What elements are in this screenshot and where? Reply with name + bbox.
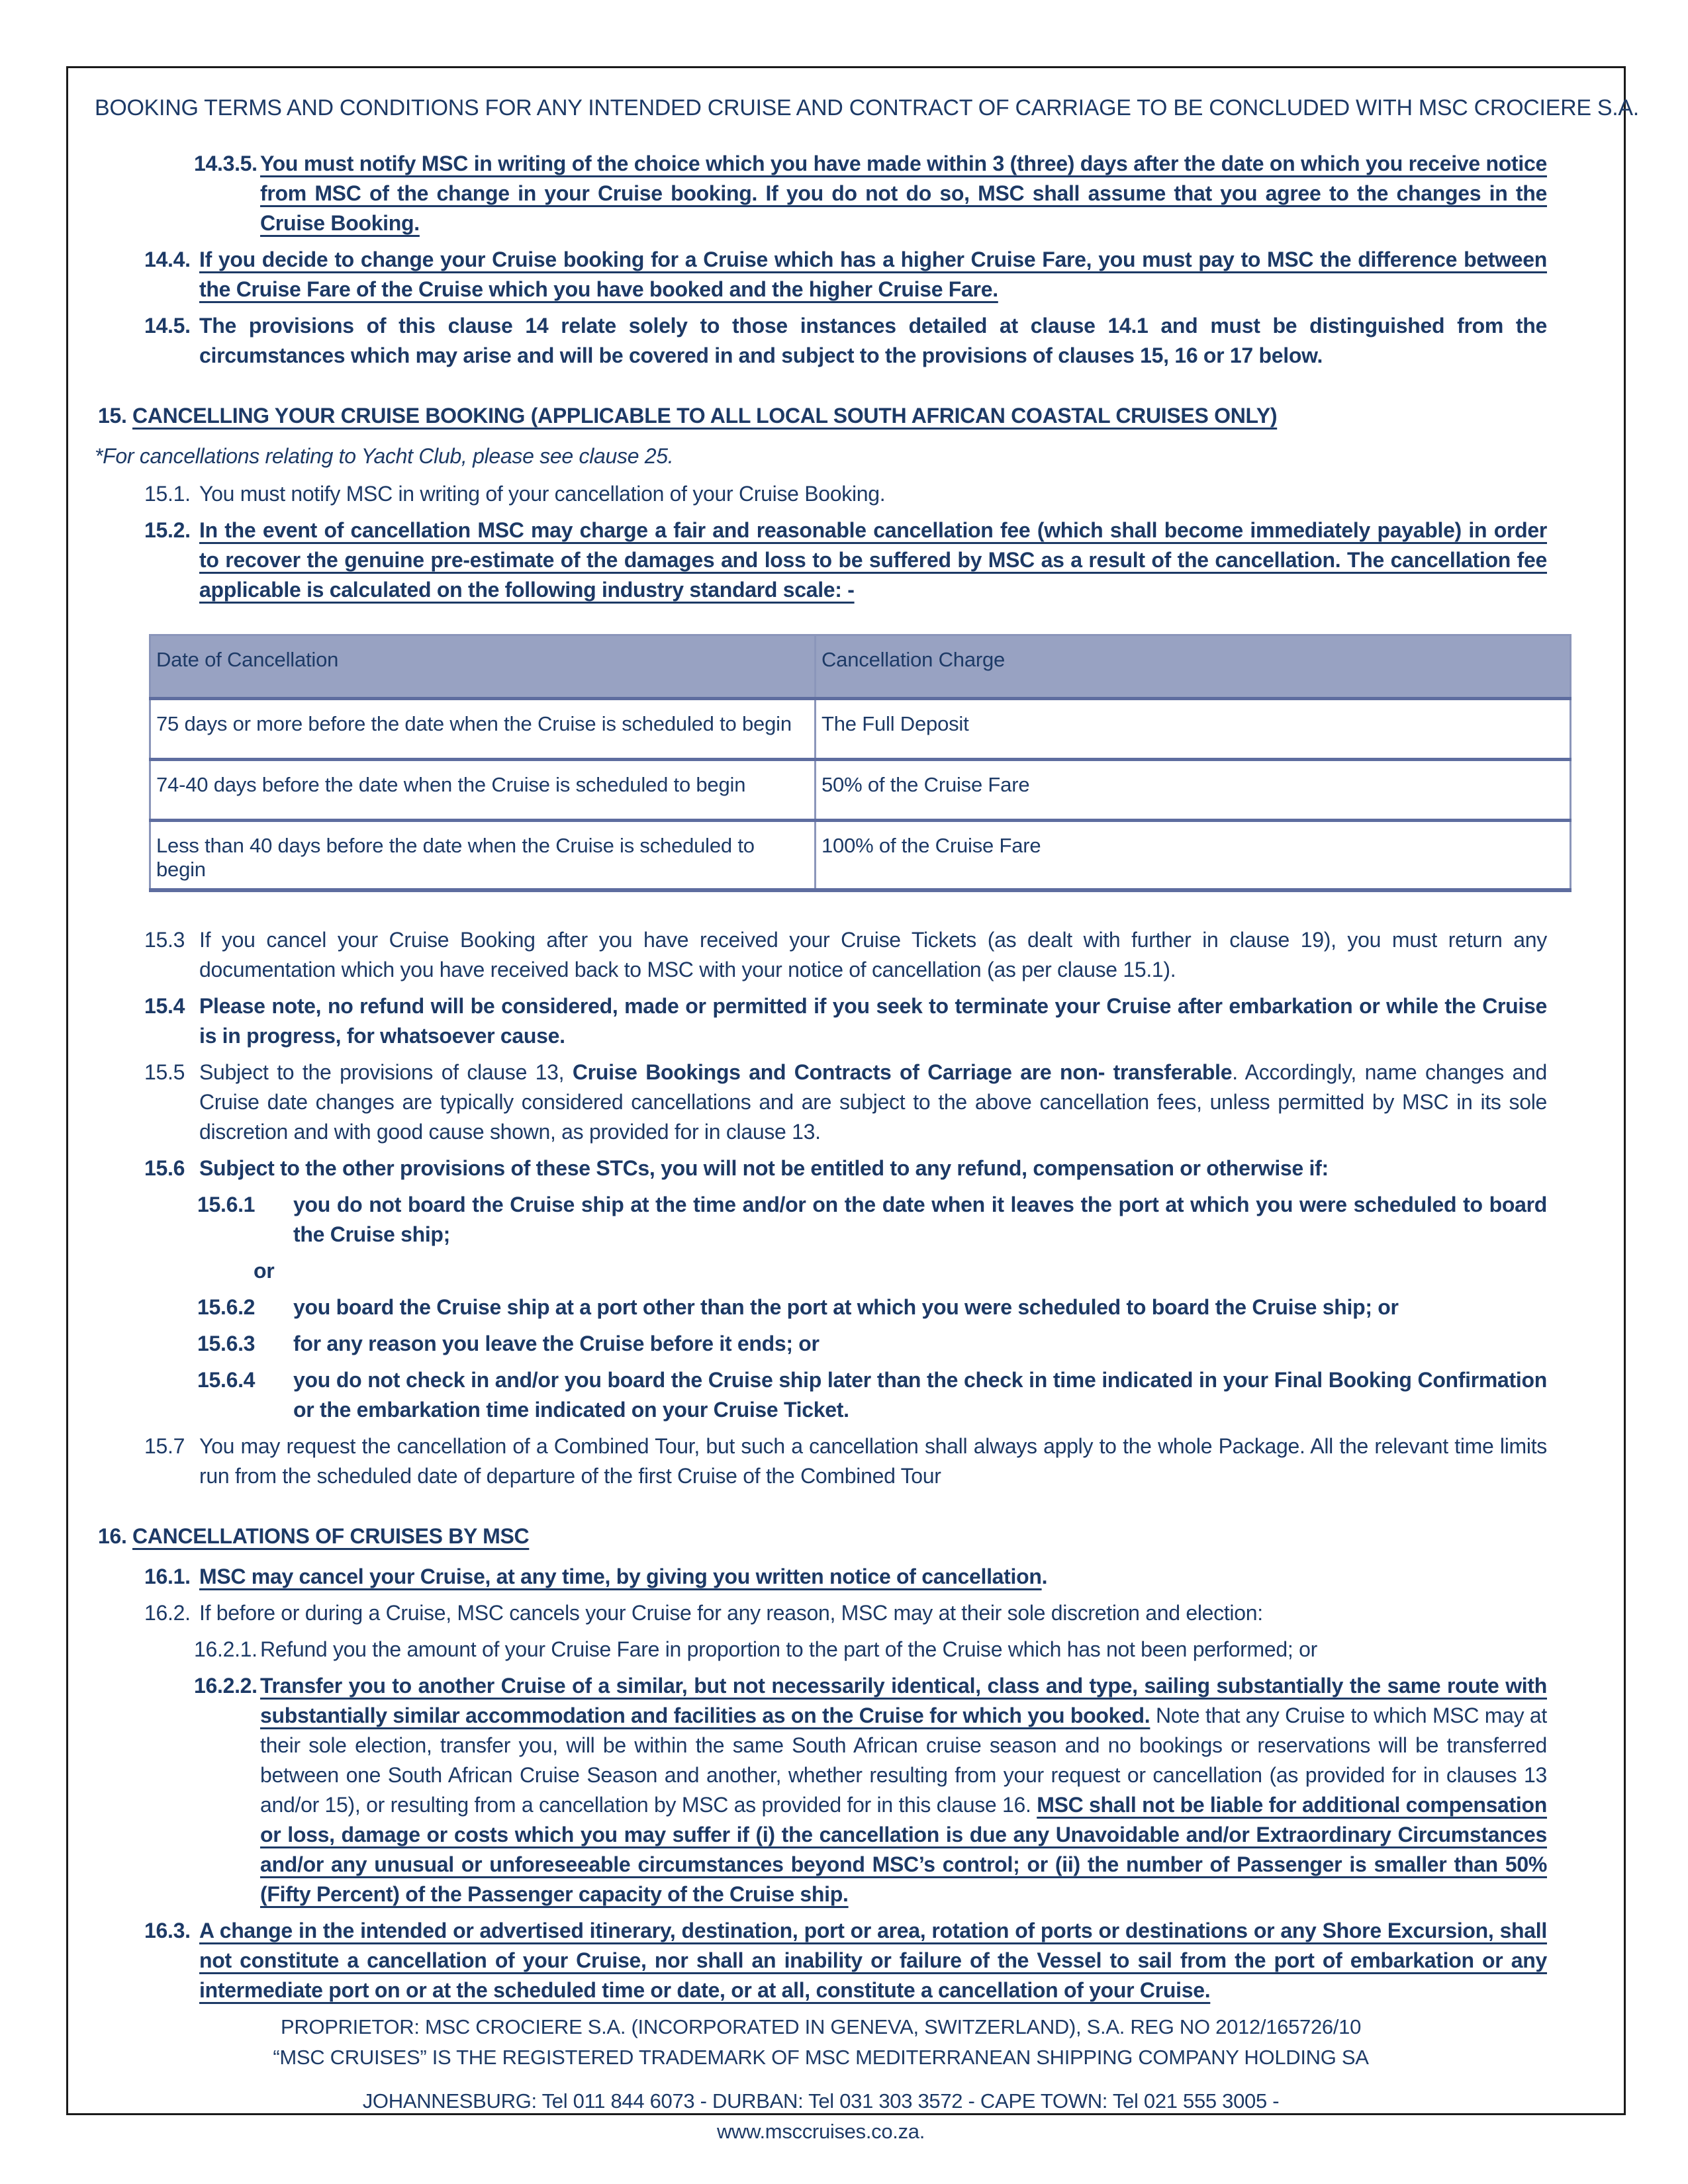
clause-text <box>254 1259 274 1283</box>
text-segment: A change in the intended or advertised itinerary, destination, port or area, rotation of ports or destinations or any Shore Excursion, shall not constitute a cancellation of your Cruise, nor shall an inability or failure of the Vessel to sail from the port of embarkation or any intermediate port on or at the scheduled time or date, or at all, constitute a cancellation of your Cruise. <box>199 1919 1547 2002</box>
table-cell: 74-40 days before the date when the Cruise is scheduled to begin <box>150 760 816 821</box>
clause-text <box>199 1434 1547 1488</box>
clause-text <box>260 1637 1317 1661</box>
clause-text <box>199 1156 1329 1180</box>
clause-text <box>199 928 1547 981</box>
clause-number: 15.6 <box>144 1156 185 1180</box>
yacht-club-note <box>95 441 1547 471</box>
clause-16.2.2 <box>95 1671 1547 1909</box>
table-cell: 50% of the Cruise Fare <box>816 760 1571 821</box>
table-row <box>150 699 1571 760</box>
clause-14.4 <box>95 245 1547 304</box>
text-segment: Please note, no refund will be considered, made or permitted if you seek to terminate your Cruise after embarkation or while the Cruise is in progress, for whatsoever cause. <box>199 994 1547 1048</box>
clause-number: 16.1. <box>144 1565 191 1588</box>
text-segment: or <box>254 1259 275 1283</box>
clause-text <box>199 482 885 506</box>
clause-number: 15.6.1 <box>197 1193 256 1216</box>
clause-number: 15.1. <box>144 482 191 506</box>
clause-15.6 <box>95 1154 1547 1183</box>
text-segment: . <box>1041 1565 1048 1588</box>
text-segment: MSC shall not be liable for additional compensation or loss, damage or costs which you may suffer if (i) the cancellation is due any Unavoidable and/or Extraordinary Circumstances and/or any unusual or unforeseeable circumstances beyond MSC’s control; or (ii) the number of Passenger is smaller than 50% (Fifty Percent) of the Passenger capacity of the Cruise ship. <box>260 1793 1547 1906</box>
clause-number: 16.2. <box>144 1601 191 1625</box>
text-segment: you do not board the Cruise ship at the time and/or on the date when it leaves the port at which you were scheduled to board the Cruise ship; <box>293 1193 1547 1246</box>
footer-line: “MSC CRUISES” IS THE REGISTERED TRADEMARK OF MSC MEDITERRANEAN SHIPPING COMPANY HOLDING SA <box>273 2046 1369 2069</box>
table-header-cell: Cancellation Charge <box>816 635 1571 699</box>
text-segment: *For cancellations relating to Yacht Club, please see clause 25. <box>95 444 674 468</box>
document-body <box>95 149 1547 2012</box>
footer <box>95 2012 1547 2147</box>
clause-text <box>199 1565 1047 1588</box>
clause-16 <box>95 1522 1547 1551</box>
clause-number: 16.3. <box>144 1919 191 1942</box>
table-header-row-group <box>150 635 1571 699</box>
clause-number: 15.6.4 <box>197 1368 256 1392</box>
clause-16.3 <box>95 1916 1547 2005</box>
clause-number: 15.6.3 <box>197 1332 256 1355</box>
clause-text <box>293 1295 1399 1319</box>
text-segment: CANCELLATIONS OF CRUISES BY MSC <box>132 1524 530 1548</box>
clause-number: 15.2. <box>144 518 191 542</box>
clause-number: 14.4. <box>144 248 191 271</box>
clause-15.4 <box>95 991 1547 1051</box>
clause-text <box>199 1601 1263 1625</box>
clause-15.6.1 <box>95 1190 1547 1250</box>
clause-number: 15.5 <box>144 1060 185 1084</box>
clause-text <box>199 518 1547 602</box>
text-segment: MSC may cancel your Cruise, at any time, by giving you written notice of cancellation <box>199 1565 1042 1588</box>
table-cell: 100% of the Cruise Fare <box>816 821 1571 891</box>
clause-15.6.2 <box>95 1293 1547 1322</box>
clause-number: 15.4 <box>144 994 185 1018</box>
clause-15 <box>95 401 1547 431</box>
clause-15.5 <box>95 1058 1547 1147</box>
clause-text <box>199 1060 1547 1144</box>
text-segment: You must notify MSC in writing of the choice which you have made within 3 (three) days after the date on which you receive notice from MSC of the change in your Cruise booking. If you do not do so, MSC shall assume that you agree to the changes in the Cruise Booking. <box>260 152 1547 235</box>
table-header-row <box>150 635 1571 699</box>
clause-text <box>132 404 1277 428</box>
footer-proprietor-lines <box>95 2012 1547 2073</box>
text-segment: If you cancel your Cruise Booking after you have received your Cruise Tickets (as dealt with further in clause 19), you must return any documentation which you have received back to MSC with your notice of cancellation (as per clause 15.1). <box>199 928 1547 981</box>
text-segment: for any reason you leave the Cruise before it ends; or <box>293 1332 820 1355</box>
clause-number: 15. <box>98 404 127 428</box>
clause-15.6.4 <box>95 1365 1547 1425</box>
footer-line: JOHANNESBURG: Tel 011 844 6073 - DURBAN: Tel 031 303 3572 - CAPE TOWN: Tel 021 555 3005 - <box>362 2089 1280 2113</box>
clause-text <box>132 1524 529 1548</box>
clause-15.6.3 <box>95 1329 1547 1359</box>
clause-14.5 <box>95 311 1547 371</box>
text-segment: Note that any Cruise to which MSC may at their sole election, transfer you, will be within the same South African cruise season and no bookings or reservations will be transferred between one South African Cruise Season and another, whether resulting from your request or cancellation (as provided for in clauses 13 and/or 15), or resulting from a cancellation by MSC as provided for in this clause 16. <box>260 1704 1547 1817</box>
clause-text <box>199 994 1547 1048</box>
table-header-cell: Date of Cancellation <box>150 635 816 699</box>
clause-16.2.1 <box>95 1635 1547 1664</box>
clause-text <box>260 1674 1547 1906</box>
text-segment: You may request the cancellation of a Combined Tour, but such a cancellation shall always apply to the whole Package. All the relevant time limits run from the scheduled date of departure of the first Cruise of the Combined Tour <box>199 1434 1547 1488</box>
clause-15.7 <box>95 1432 1547 1491</box>
footer-gap <box>95 2073 1547 2086</box>
clause-number: 15.7 <box>144 1434 185 1458</box>
text-segment: Subject to the provisions of clause 13, <box>199 1060 573 1084</box>
text-segment: Cruise Bookings and Contracts of Carriage are non- transferable <box>572 1060 1233 1084</box>
table-row <box>150 760 1571 821</box>
footer-line: PROPRIETOR: MSC CROCIERE S.A. (INCORPORATED IN GENEVA, SWITZERLAND), S.A. REG NO 2012/165726/10 <box>280 2015 1362 2038</box>
clause-text <box>199 314 1547 367</box>
clause-text <box>260 152 1547 235</box>
text-segment: . Accordingly, name changes and Cruise date changes are typically considered cancellations and are subject to the above cancellation fees, unless permitted by MSC in its sole discretion and with good cause shown, as provided for in clause 13. <box>199 1060 1547 1144</box>
table-body <box>150 699 1571 891</box>
text-segment: Refund you the amount of your Cruise Fare in proportion to the part of the Cruise which has not been performed; or <box>260 1637 1317 1661</box>
clause-text <box>199 1919 1547 2002</box>
text-segment: CANCELLING YOUR CRUISE BOOKING (APPLICABLE TO ALL LOCAL SOUTH AFRICAN COASTAL CRUISES ONLY) <box>132 404 1278 428</box>
clause-14.3.5 <box>95 149 1547 238</box>
clause-16.2 <box>95 1598 1547 1628</box>
footer-line: www.msccruises.co.za. <box>716 2120 925 2143</box>
page-title: BOOKING TERMS AND CONDITIONS FOR ANY INTENDED CRUISE AND CONTRACT OF CARRIAGE TO BE CONCLUDED WITH MSC CROCIERE S.A. <box>95 95 1639 120</box>
clause-15.1 <box>95 479 1547 509</box>
table-cell: The Full Deposit <box>816 699 1571 760</box>
clause-number: 14.3.5. <box>194 152 258 175</box>
clause-number: 14.5. <box>144 314 191 338</box>
text-segment: Transfer you to another Cruise of a similar, but not necessarily identical, class and type, sailing substantially the same route with substantially similar accommodation and facilities as on the Cruise for which you booked. <box>260 1674 1547 1727</box>
table-cell: 75 days or more before the date when the Cruise is scheduled to begin <box>150 699 816 760</box>
clause-number: 16. <box>98 1524 127 1548</box>
text-segment: The provisions of this clause 14 relate solely to those instances detailed at clause 14.1 and must be distinguished from the circumstances which may arise and will be covered in and subject to the provisions of clauses 15, 16 or 17 below. <box>199 314 1547 367</box>
clause-15.2 <box>95 516 1547 605</box>
text-segment: If you decide to change your Cruise booking for a Cruise which has a higher Cruise Fare, you must pay to MSC the difference between the Cruise Fare of the Cruise which you have booked and the higher Cruise Fare. <box>199 248 1547 301</box>
clause-16.1 <box>95 1562 1547 1592</box>
table-row <box>150 821 1571 891</box>
text-segment: In the event of cancellation MSC may charge a fair and reasonable cancellation fee (which shall become immediately payable) in order to recover the genuine pre-estimate of the damages and loss to be suffered by MSC as a result of the cancellation. The cancellation fee applicable is calculated on the following industry standard scale: - <box>199 518 1547 602</box>
clause-text <box>293 1332 820 1355</box>
footer-contact-lines <box>95 2086 1547 2147</box>
clause-number: 15.3 <box>144 928 185 952</box>
text-segment: you board the Cruise ship at a port other than the port at which you were scheduled to board the Cruise ship; or <box>293 1295 1399 1319</box>
cancellation-fee-table <box>149 634 1571 892</box>
text-segment: If before or during a Cruise, MSC cancels your Cruise for any reason, MSC may at their sole discretion and election: <box>199 1601 1263 1625</box>
text-segment: you do not check in and/or you board the Cruise ship later than the check in time indicated in your Final Booking Confirmation or the embarkation time indicated on your Cruise Ticket. <box>293 1368 1547 1422</box>
text-segment: You must notify MSC in writing of your cancellation of your Cruise Booking. <box>199 482 886 506</box>
or-line <box>95 1256 1547 1286</box>
clause-number: 16.2.2. <box>194 1674 258 1698</box>
clause-text <box>95 444 673 468</box>
clause-text <box>293 1368 1547 1422</box>
clause-number: 16.2.1. <box>194 1637 258 1661</box>
table-cell: Less than 40 days before the date when the Cruise is scheduled to begin <box>150 821 816 891</box>
page-border <box>66 66 1639 2143</box>
clause-number: 15.6.2 <box>197 1295 256 1319</box>
clause-15.3 <box>95 925 1547 985</box>
text-segment: Subject to the other provisions of these STCs, you will not be entitled to any refund, compensation or otherwise if: <box>199 1156 1329 1180</box>
clause-text <box>199 248 1547 301</box>
clause-text <box>293 1193 1547 1246</box>
